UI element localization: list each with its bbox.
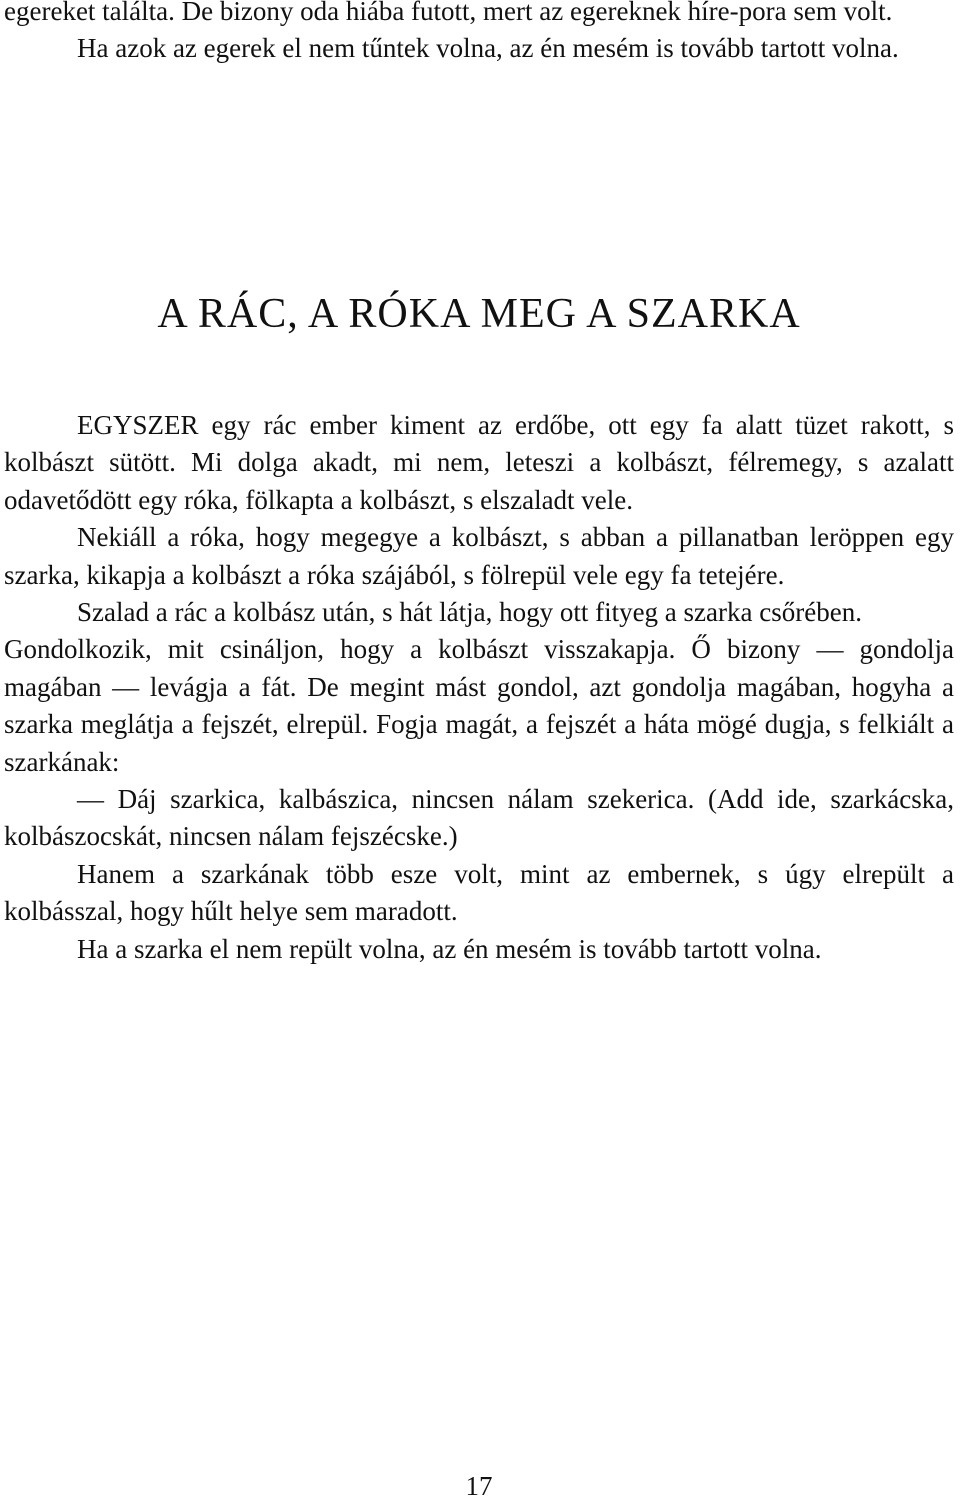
story-title: A RÁC, A RÓKA MEG A SZARKA xyxy=(157,291,801,337)
paragraph: EGYSZER egy rác ember kiment az erdőbe, ott egy fa alatt tüzet rakott, s kolbászt sütött. Mi dolga akadt, mi nem, leteszi a kolbászt, félremegy, s azalatt odavetődött egy róka, fölkapta a kolbászt, s elszaladt vele. xyxy=(4,410,954,515)
paragraph: Gondolkozik, mit csináljon, hogy a kolbászt visszakapja. Ő bizony — gondolja magában — levágja a fát. De megint mást gondol, azt gondolja magában, hogyha a szarka meglátja a fejszét, elrepül. Fogja magát, a fejszét a háta mögé dugja, s felkiált a szarkának: xyxy=(4,634,954,777)
story-body xyxy=(4,407,954,968)
paragraph: Hanem a szarkának több esze volt, mint az embernek, s úgy elrepült a kolbásszal, hogy hűlt helye sem maradott. xyxy=(4,858,954,927)
page-number: 17 xyxy=(465,1471,493,1501)
paragraph: Szalad a rác a kolbász után, s hát látja, hogy ott fityeg a szarka csőrében. xyxy=(77,597,862,628)
paragraph: Nekiáll a róka, hogy megegye a kolbászt, s abban a pillanatban leröppen egy szarka, kikapja a kolbászt a róka szájából, s fölrepül vele egy fa tetejére. xyxy=(4,522,954,590)
paragraph: — Dáj szarkica, kalbászica, nincsen nálam szekerica. (Add ide, szarkácska, kolbászocskát, nincsen nálam fejszécske.) xyxy=(4,784,954,852)
book-page xyxy=(4,0,954,1500)
previous-story-ending xyxy=(4,0,954,68)
paragraph: Ha azok az egerek el nem tűntek volna, az én mesém is tovább tartott volna. xyxy=(77,33,899,64)
paragraph: egereket találta. De bizony oda hiába futott, mert az egereknek híre-pora sem volt. xyxy=(4,0,893,26)
paragraph: Ha a szarka el nem repült volna, az én mesém is tovább tartott volna. xyxy=(77,933,822,964)
